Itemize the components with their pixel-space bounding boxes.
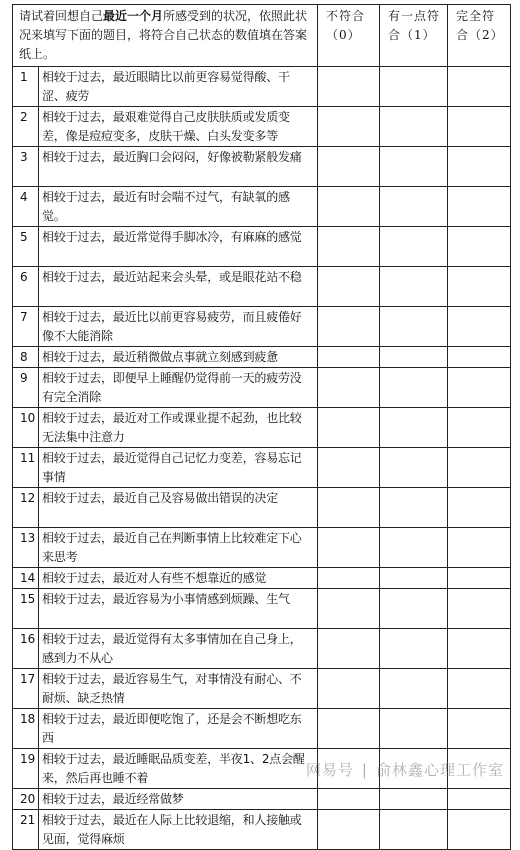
question-number: 2 — [13, 107, 39, 147]
question-row — [13, 187, 511, 227]
question-text: 相较于过去，最近有时会喘不过气，有缺氧的感觉。 — [39, 187, 318, 227]
question-number: 8 — [13, 347, 39, 368]
question-number: 6 — [13, 267, 39, 307]
question-row — [13, 347, 511, 368]
answer-cell-option-0[interactable] — [318, 709, 380, 749]
question-text: 相较于过去，最近自己及容易做出错误的决定 — [39, 488, 318, 528]
question-row — [13, 67, 511, 107]
answer-cell-option-0[interactable] — [318, 107, 380, 147]
question-row — [13, 448, 511, 488]
question-number: 19 — [13, 749, 39, 789]
answer-cell-option-2[interactable] — [448, 810, 511, 850]
question-number: 21 — [13, 810, 39, 850]
question-text: 相较于过去，最近胸口会闷闷，好像被勒紧般发痛 — [39, 147, 318, 187]
answer-cell-option-0[interactable] — [318, 307, 380, 347]
question-number: 7 — [13, 307, 39, 347]
instructions-emphasis: 最近一个月 — [103, 9, 164, 23]
answer-cell-option-2[interactable] — [448, 187, 511, 227]
question-number: 15 — [13, 589, 39, 629]
answer-cell-option-1[interactable] — [380, 347, 448, 368]
answer-cell-option-2[interactable] — [448, 368, 511, 408]
answer-cell-option-1[interactable] — [380, 568, 448, 589]
question-number: 20 — [13, 789, 39, 810]
answer-cell-option-2[interactable] — [448, 709, 511, 749]
question-number: 3 — [13, 147, 39, 187]
answer-cell-option-2[interactable] — [448, 347, 511, 368]
question-number: 18 — [13, 709, 39, 749]
answer-cell-option-1[interactable] — [380, 147, 448, 187]
answer-cell-option-1[interactable] — [380, 187, 448, 227]
question-number: 1 — [13, 67, 39, 107]
header-row — [13, 5, 511, 67]
answer-cell-option-0[interactable] — [318, 789, 380, 810]
question-row — [13, 669, 511, 709]
question-row — [13, 147, 511, 187]
question-number: 11 — [13, 448, 39, 488]
question-number: 17 — [13, 669, 39, 709]
question-row — [13, 528, 511, 568]
option-header-0: 不符合（0） — [318, 5, 380, 67]
answer-cell-option-0[interactable] — [318, 448, 380, 488]
question-number: 16 — [13, 629, 39, 669]
question-text: 相较于过去，最近睡眠品质变差，半夜1、2点会醒来，然后再也睡不着 — [39, 749, 318, 789]
answer-cell-option-0[interactable] — [318, 408, 380, 448]
question-text: 相较于过去，最近在人际上比较退缩，和人接触或见面，觉得麻烦 — [39, 810, 318, 850]
answer-cell-option-0[interactable] — [318, 368, 380, 408]
question-text: 相较于过去，最近对工作或课业提不起劲，也比较无法集中注意力 — [39, 408, 318, 448]
question-text: 相较于过去，最近眼睛比以前更容易觉得酸、干涩、疲劳 — [39, 67, 318, 107]
answer-cell-option-2[interactable] — [448, 448, 511, 488]
questionnaire-table — [12, 4, 511, 850]
answer-cell-option-0[interactable] — [318, 67, 380, 107]
watermark-brand: 网易号 — [305, 761, 354, 779]
question-text: 相较于过去，最近经常做梦 — [39, 789, 318, 810]
instructions-pre: 请试着回想自己 — [19, 9, 104, 23]
answer-cell-option-0[interactable] — [318, 267, 380, 307]
question-number: 10 — [13, 408, 39, 448]
answer-cell-option-1[interactable] — [380, 448, 448, 488]
question-row — [13, 368, 511, 408]
option-header-1: 有一点符合（1） — [380, 5, 448, 67]
question-row — [13, 227, 511, 267]
answer-cell-option-2[interactable] — [448, 789, 511, 810]
answer-cell-option-1[interactable] — [380, 810, 448, 850]
answer-cell-option-2[interactable] — [448, 629, 511, 669]
answer-cell-option-2[interactable] — [448, 488, 511, 528]
watermark-separator: | — [361, 761, 368, 779]
answer-cell-option-0[interactable] — [318, 528, 380, 568]
answer-cell-option-0[interactable] — [318, 488, 380, 528]
watermark — [306, 759, 504, 780]
answer-cell-option-2[interactable] — [448, 568, 511, 589]
question-row — [13, 408, 511, 448]
answer-cell-option-2[interactable] — [448, 669, 511, 709]
answer-cell-option-0[interactable] — [318, 589, 380, 629]
question-number: 9 — [13, 368, 39, 408]
answer-cell-option-0[interactable] — [318, 147, 380, 187]
answer-cell-option-2[interactable] — [448, 227, 511, 267]
answer-cell-option-1[interactable] — [380, 488, 448, 528]
answer-cell-option-1[interactable] — [380, 589, 448, 629]
question-text: 相较于过去，最艰难觉得自己皮肤肤质或发质变差，像是痘痘变多，皮肤干燥、白头发变多等 — [39, 107, 318, 147]
answer-cell-option-2[interactable] — [448, 67, 511, 107]
answer-cell-option-1[interactable] — [380, 368, 448, 408]
answer-cell-option-1[interactable] — [380, 528, 448, 568]
question-text: 相较于过去，最近比以前更容易疲劳，而且疲倦好像不大能消除 — [39, 307, 318, 347]
answer-cell-option-1[interactable] — [380, 789, 448, 810]
answer-cell-option-2[interactable] — [448, 307, 511, 347]
answer-cell-option-1[interactable] — [380, 307, 448, 347]
answer-cell-option-1[interactable] — [380, 67, 448, 107]
question-row — [13, 629, 511, 669]
question-number: 4 — [13, 187, 39, 227]
instructions — [13, 5, 318, 67]
question-text: 相较于过去，最近对人有些不想靠近的感觉 — [39, 568, 318, 589]
answer-cell-option-0[interactable] — [318, 810, 380, 850]
answer-cell-option-0[interactable] — [318, 568, 380, 589]
answer-cell-option-2[interactable] — [448, 267, 511, 307]
answer-cell-option-1[interactable] — [380, 629, 448, 669]
question-number: 14 — [13, 568, 39, 589]
question-text: 相较于过去，最近自己在判断事情上比较难定下心来思考 — [39, 528, 318, 568]
answer-cell-option-1[interactable] — [380, 669, 448, 709]
answer-cell-option-2[interactable] — [448, 528, 511, 568]
answer-cell-option-0[interactable] — [318, 227, 380, 267]
question-row — [13, 810, 511, 850]
question-row — [13, 307, 511, 347]
question-text: 相较于过去，最近觉得自己记忆力变差，容易忘记事情 — [39, 448, 318, 488]
question-row — [13, 789, 511, 810]
question-number: 12 — [13, 488, 39, 528]
question-row — [13, 589, 511, 629]
answer-cell-option-1[interactable] — [380, 107, 448, 147]
answer-cell-option-1[interactable] — [380, 709, 448, 749]
question-text: 相较于过去，即便早上睡醒仍觉得前一天的疲劳没有完全消除 — [39, 368, 318, 408]
answer-cell-option-0[interactable] — [318, 669, 380, 709]
answer-cell-option-2[interactable] — [448, 589, 511, 629]
answer-cell-option-2[interactable] — [448, 107, 511, 147]
answer-cell-option-0[interactable] — [318, 187, 380, 227]
question-number: 5 — [13, 227, 39, 267]
question-row — [13, 267, 511, 307]
answer-cell-option-1[interactable] — [380, 267, 448, 307]
question-text: 相较于过去，最近站起来会头晕，或是眼花站不稳 — [39, 267, 318, 307]
question-row — [13, 488, 511, 528]
question-row — [13, 107, 511, 147]
question-row — [13, 568, 511, 589]
answer-cell-option-0[interactable] — [318, 347, 380, 368]
instructions-post: 所感受到的状况，依照此状况来填写下面的题目，将符合自己状态的数值填在答案纸上。 — [19, 9, 308, 61]
answer-cell-option-1[interactable] — [380, 227, 448, 267]
question-text: 相较于过去，最近容易生气，对事情没有耐心、不耐烦、缺乏热情 — [39, 669, 318, 709]
question-text: 相较于过去，最近常觉得手脚冰冷，有麻麻的感觉 — [39, 227, 318, 267]
watermark-author: 俞林鑫心理工作室 — [375, 761, 504, 779]
answer-cell-option-2[interactable] — [448, 408, 511, 448]
question-text: 相较于过去，最近容易为小事情感到烦躁、生气 — [39, 589, 318, 629]
answer-cell-option-0[interactable] — [318, 629, 380, 669]
question-text: 相较于过去，最近稍微做点事就立刻感到疲惫 — [39, 347, 318, 368]
answer-cell-option-2[interactable] — [448, 147, 511, 187]
answer-cell-option-1[interactable] — [380, 408, 448, 448]
option-header-2: 完全符合（2） — [448, 5, 511, 67]
question-text: 相较于过去，最近觉得有太多事情加在自己身上，感到力不从心 — [39, 629, 318, 669]
question-row — [13, 709, 511, 749]
question-number: 13 — [13, 528, 39, 568]
question-text: 相较于过去，最近即便吃饱了，还是会不断想吃东西 — [39, 709, 318, 749]
